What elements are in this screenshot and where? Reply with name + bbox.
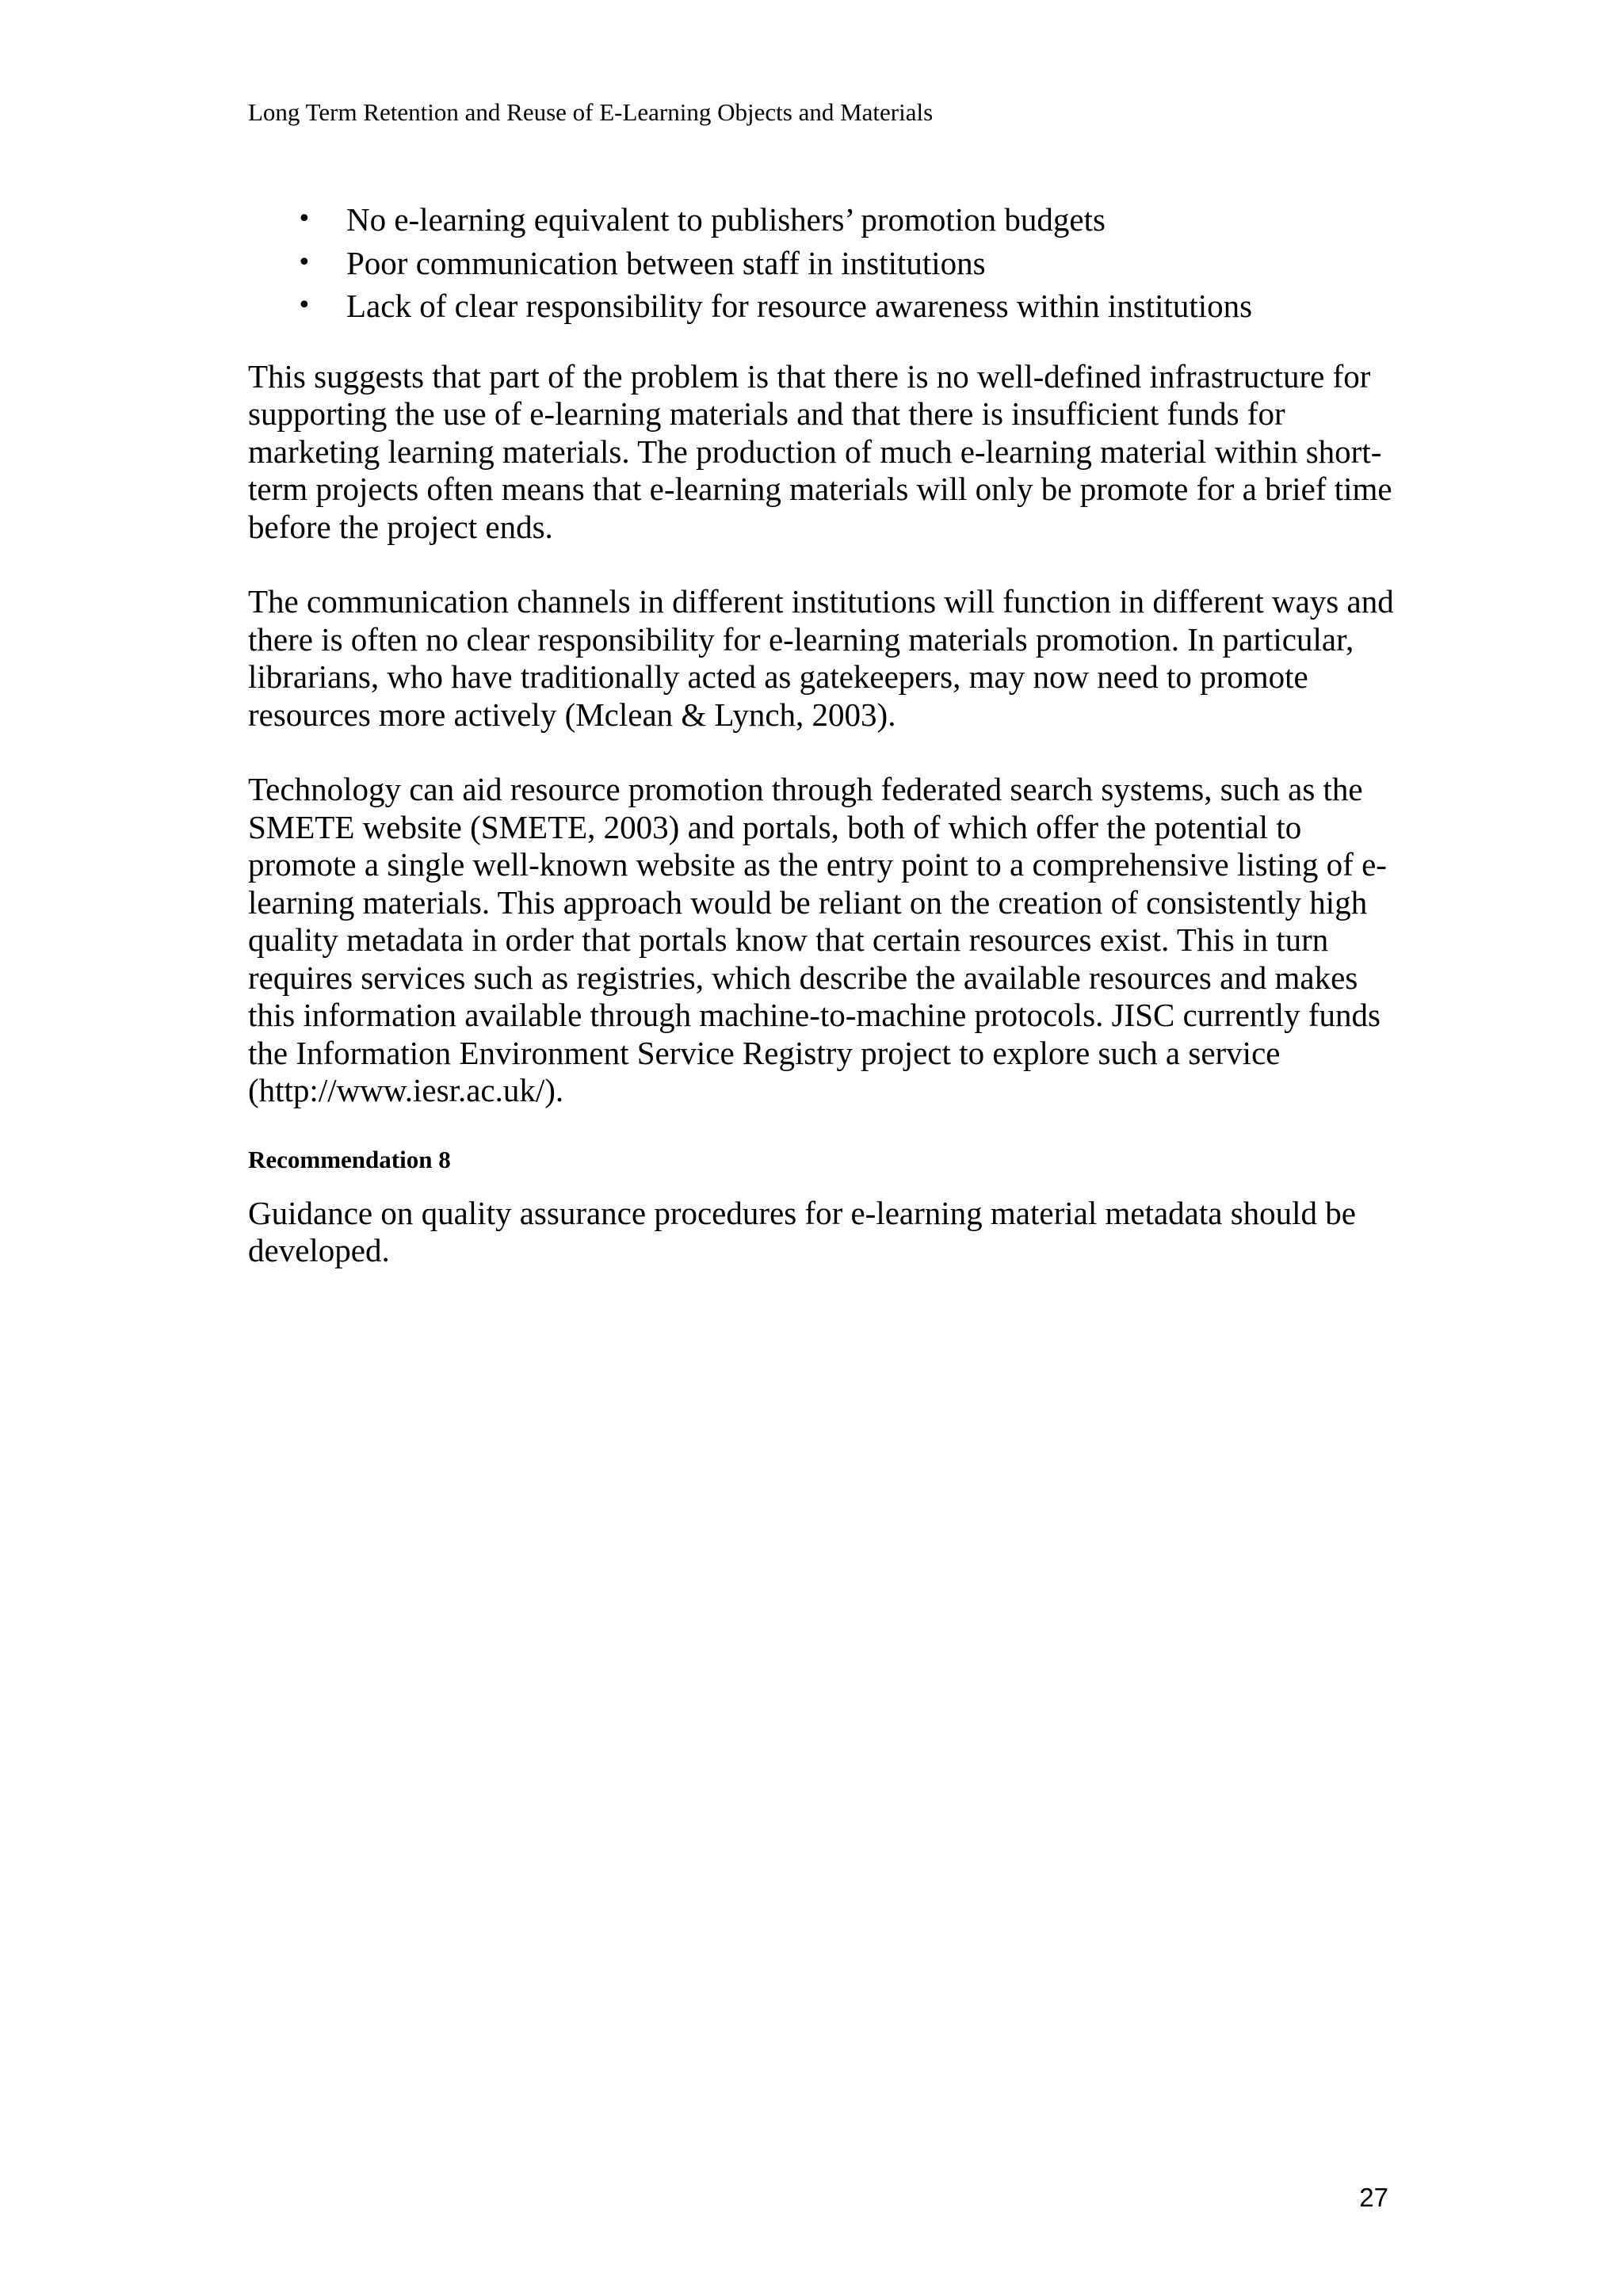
bullet-list [248,198,1405,328]
running-header: Long Term Retention and Reuse of E-Learning Objects and Materials [248,98,934,126]
bullet-icon: • [297,248,311,277]
paragraph-communication-channels: The communication channels in different institutions will function in different ways and there is often no clear responsibility for e-learning materials promotion. In particular, librarians, who have traditionally acted as gatekeepers, may now need to promote resources more actively (Mclean & Lynch, 2003). [248,583,1394,733]
recommendation-heading: Recommendation 8 [248,1145,451,1173]
list-item [248,198,1405,242]
list-item [248,284,1405,328]
bullet-icon: • [297,205,311,233]
recommendation-text: Guidance on quality assurance procedures for e-learning material metadata should be developed. [248,1194,1356,1268]
list-item-text: Lack of clear responsibility for resource awareness within institutions [346,288,1253,324]
list-item-text: No e-learning equivalent to publishers’ promotion budgets [346,201,1106,238]
paragraph-technology: Technology can aid resource promotion through federated search systems, such as the SMETE website (SMETE, 2003) and portals, both of which offer the potential to promote a single well-known website as the entry point to a comprehensive listing of e-learning materials. This approach would be reliant on the creation of consistently high quality metadata in order that portals know that certain resources exist. This in turn requires services such as registries, which describe the available resources and makes this information available through machine-to-machine protocols. JISC currently funds the Information Environment Service Registry project to explore such a service (http://www.iesr.ac.uk/). [248,771,1387,1108]
list-item [248,242,1405,285]
bullet-icon: • [297,292,311,319]
list-item-text: Poor communication between staff in institutions [346,244,986,281]
paragraph-infrastructure: This suggests that part of the problem is that there is no well-defined infrastructure for supporting the use of e-learning materials and that there is insufficient funds for marketing learning materials. The production of much e-learning material within short-term projects often means that e-learning materials will only be promote for a brief time before the project ends. [248,357,1392,545]
page-number: 27 [1359,2183,1388,2212]
page-content [248,198,1405,1270]
